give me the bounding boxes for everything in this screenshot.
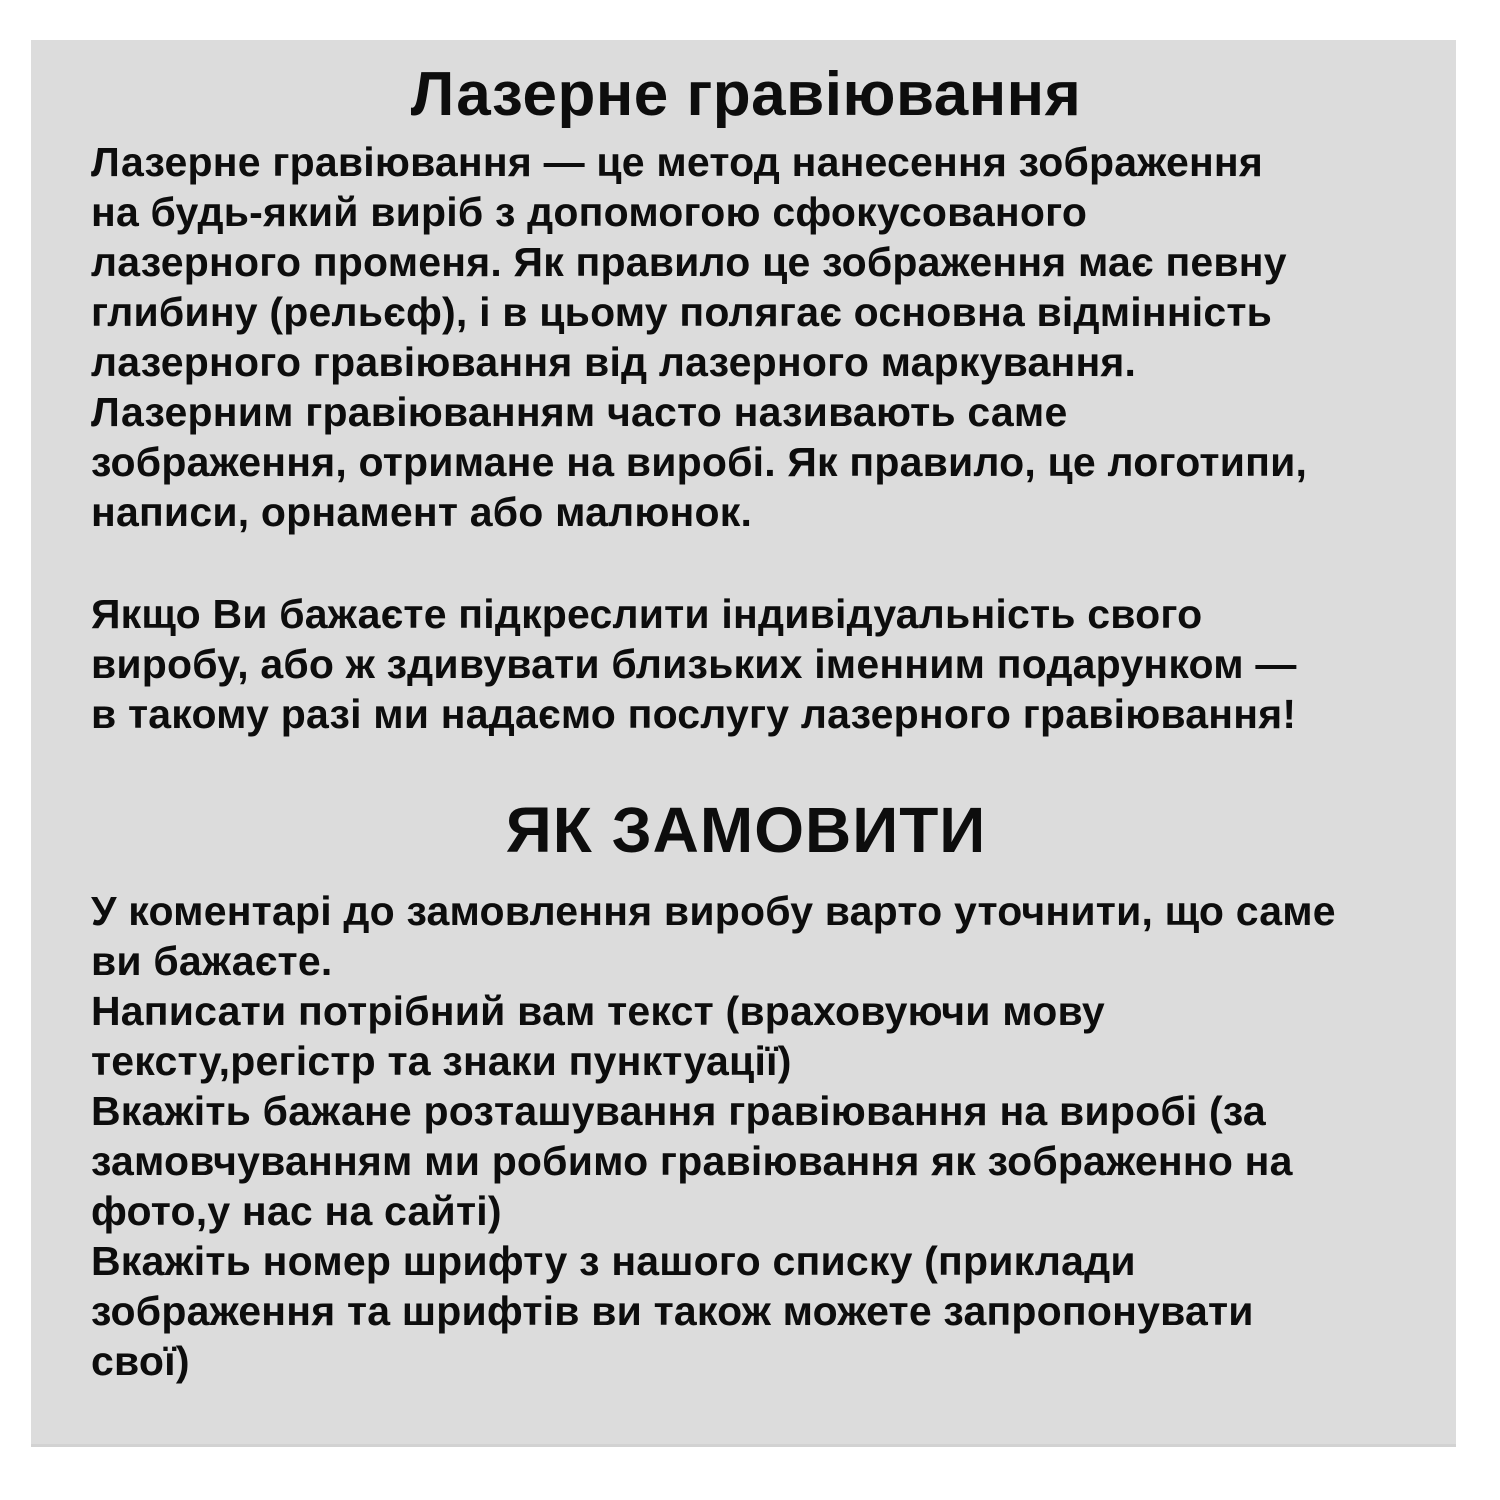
order-instructions bbox=[91, 886, 1401, 1386]
page-title: Лазерне гравіювання bbox=[410, 60, 1082, 129]
text-line: тексту,регістр та знаки пунктуації) bbox=[91, 1038, 792, 1084]
content-card bbox=[31, 40, 1456, 1447]
text-line: Якщо Ви бажаєте підкреслити індивідуальність свого bbox=[91, 591, 1203, 637]
text-line: Вкажіть бажане розташування гравіювання на виробі (за bbox=[91, 1088, 1266, 1134]
section-heading-how-to-order: ЯК ЗАМОВИТИ bbox=[505, 794, 987, 866]
text-line: замовчуванням ми робимо гравіювання як зображенно на bbox=[91, 1138, 1293, 1184]
text-line: глибину (рельєф), і в цьому полягає основна відмінність bbox=[91, 289, 1273, 335]
text-line: лазерного гравіювання від лазерного маркування. bbox=[91, 339, 1137, 385]
text-line: Написати потрібний вам текст (враховуючи мову bbox=[91, 988, 1105, 1034]
text-line: на будь-який виріб з допомогою сфокусованого bbox=[91, 189, 1088, 235]
text-line: лазерного променя. Як правило це зображення має певну bbox=[91, 239, 1287, 285]
text-line: Вкажіть номер шрифту з нашого списку (приклади bbox=[91, 1238, 1136, 1284]
text-line: в такому разі ми надаємо послугу лазерного гравіювання! bbox=[91, 691, 1297, 737]
offer-paragraph bbox=[91, 589, 1401, 739]
text-line: Лазерне гравіювання — це метод нанесення зображення bbox=[91, 139, 1264, 185]
text-line: фото,у нас на сайті) bbox=[91, 1188, 502, 1234]
text-line: написи, орнамент або малюнок. bbox=[91, 489, 753, 535]
text-line: зображення та шрифтів ви також можете запропонувати bbox=[91, 1288, 1254, 1334]
text-line: Лазерним гравіюванням часто називають саме bbox=[91, 389, 1068, 435]
text-line: зображення, отримане на виробі. Як правило, це логотипи, bbox=[91, 439, 1308, 485]
intro-paragraph bbox=[91, 137, 1401, 537]
text-line: виробу, або ж здивувати близьких іменним подарунком — bbox=[91, 641, 1297, 687]
text-line: У коментарі до замовлення виробу варто уточнити, що саме bbox=[91, 888, 1336, 934]
text-line: свої) bbox=[91, 1338, 190, 1384]
text-line: ви бажаєте. bbox=[91, 938, 333, 984]
